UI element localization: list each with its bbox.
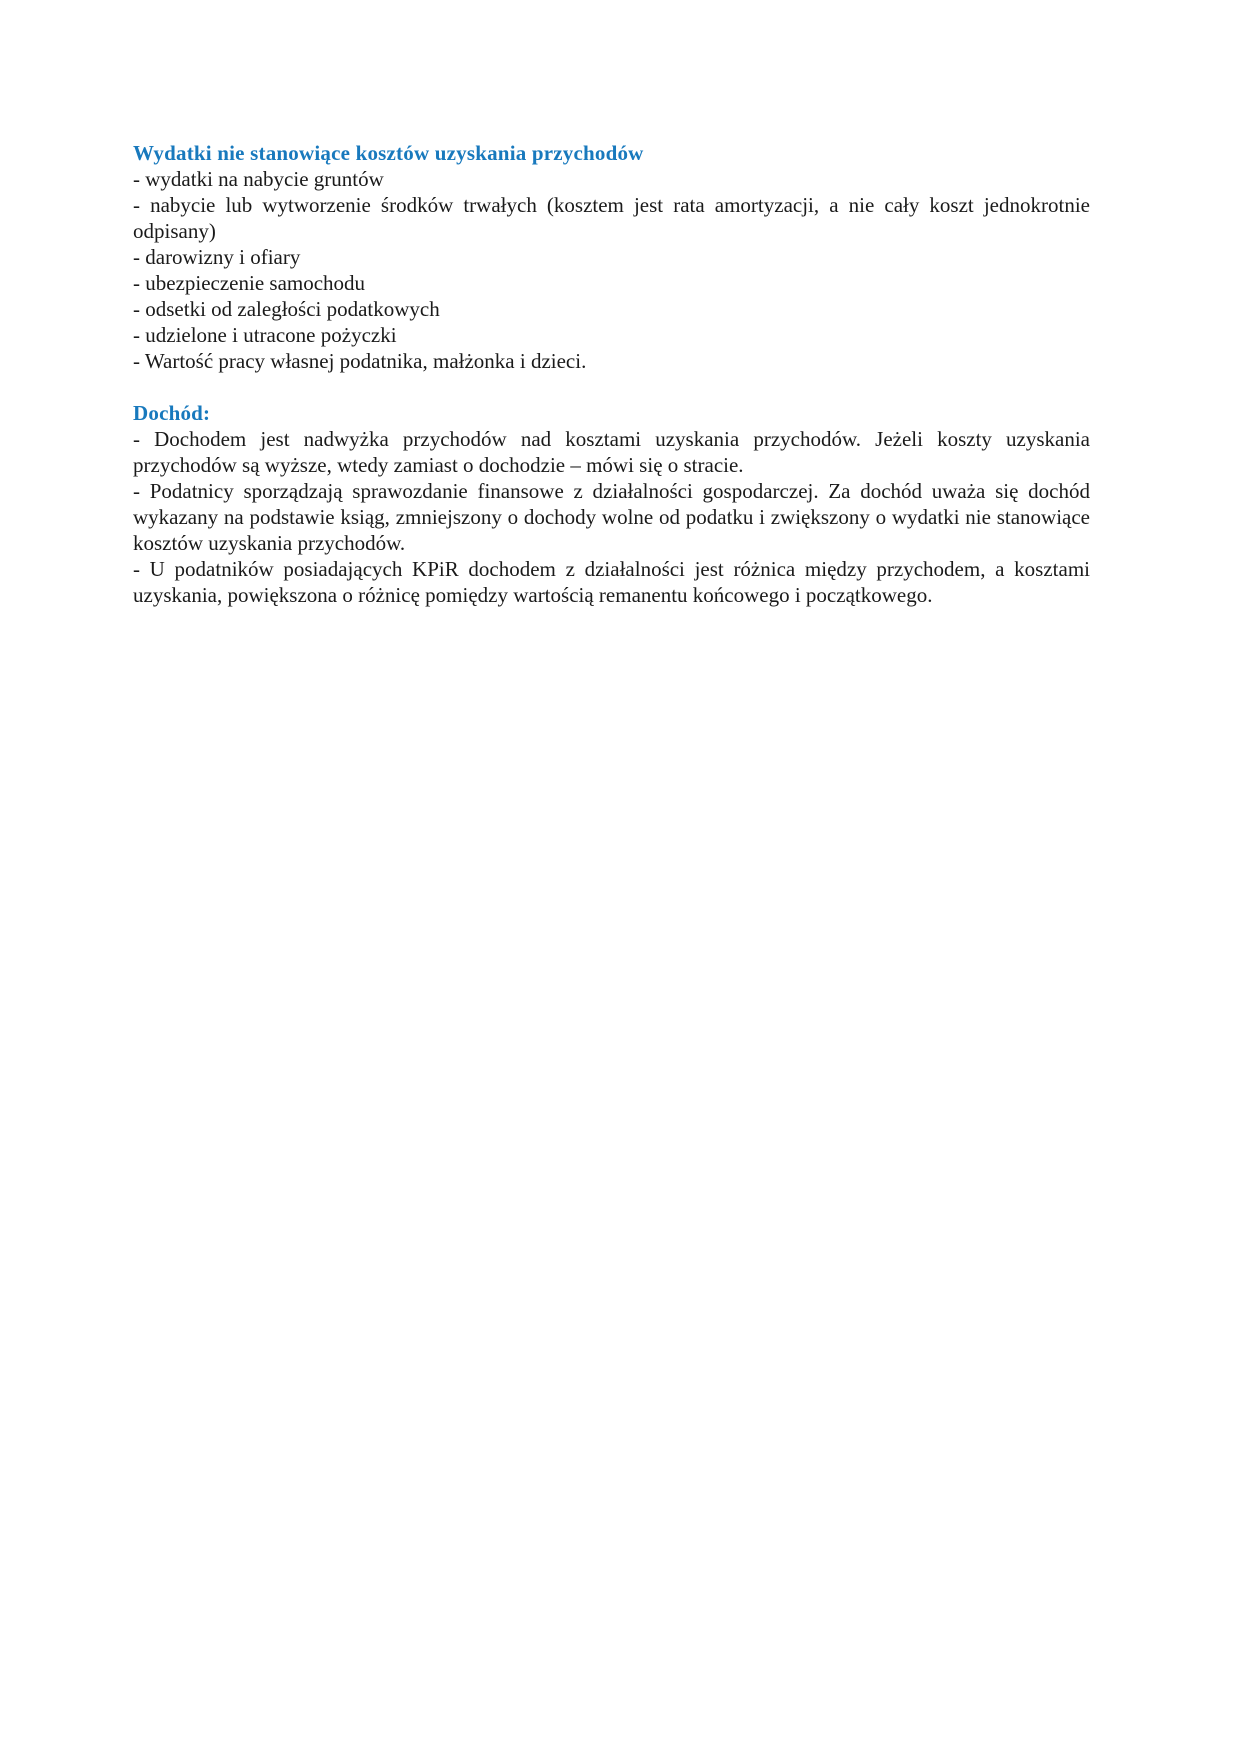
page-content	[133, 140, 1090, 608]
section-income-heading: Dochód:	[133, 401, 211, 425]
list-item: - Wartość pracy własnej podatnika, małżonka i dzieci.	[133, 349, 587, 373]
paragraph: - U podatników posiadających KPiR dochodem z działalności jest różnica między przychodem, a kosztami uzyskania, powiększona o różnicę pomiędzy wartością remanentu końcowego i początkowego.	[133, 557, 1090, 607]
section-expenses-heading: Wydatki nie stanowiące kosztów uzyskania przychodów	[133, 141, 644, 165]
section-income	[133, 400, 1090, 608]
paragraph: - Podatnicy sporządzają sprawozdanie finansowe z działalności gospodarczej. Za dochód uważa się dochód wykazany na podstawie ksiąg, zmniejszony o dochody wolne od podatku i zwiększony o wydatki nie stanowiące kosztów uzyskania przychodów.	[133, 479, 1090, 555]
list-item: - darowizny i ofiary	[133, 245, 301, 269]
section-expenses	[133, 140, 1090, 374]
list-item: - ubezpieczenie samochodu	[133, 271, 366, 295]
list-item: - nabycie lub wytworzenie środków trwałych (kosztem jest rata amortyzacji, a nie cały koszt jednokrotnie odpisany)	[133, 193, 1090, 243]
paragraph: - Dochodem jest nadwyżka przychodów nad kosztami uzyskania przychodów. Jeżeli koszty uzyskania przychodów są wyższe, wtedy zamiast o dochodzie – mówi się o stracie.	[133, 427, 1090, 477]
list-item: - udzielone i utracone pożyczki	[133, 323, 397, 347]
list-item: - odsetki od zaległości podatkowych	[133, 297, 440, 321]
list-item: - wydatki na nabycie gruntów	[133, 167, 384, 191]
